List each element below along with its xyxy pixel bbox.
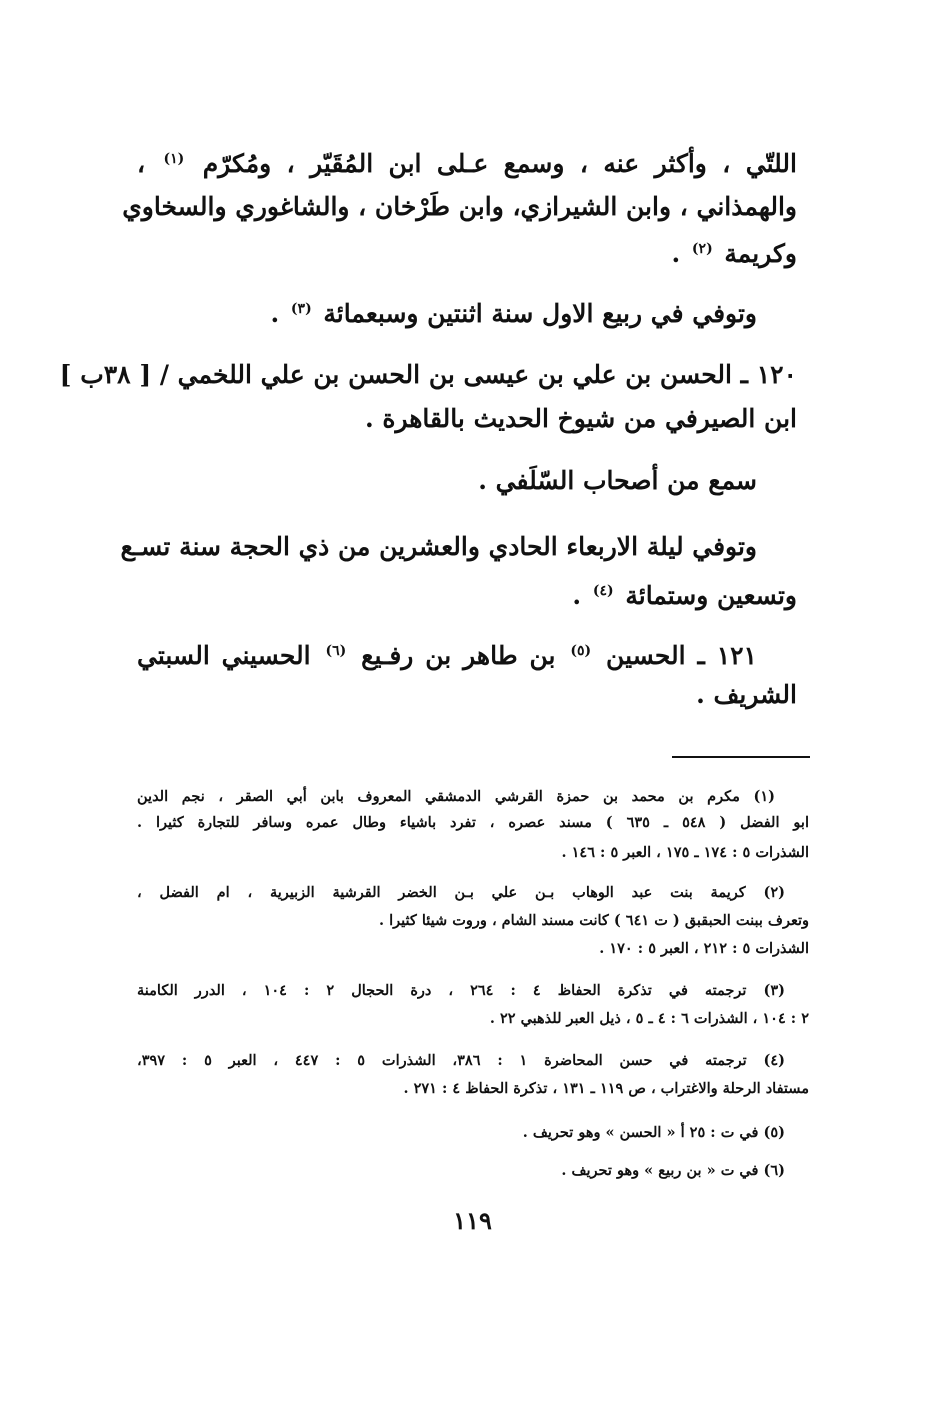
main-text-line [671, 232, 797, 271]
page-number: ١١٩ [453, 1206, 492, 1235]
punctuation: . [270, 299, 280, 328]
entry-suffix: الحسيني السبتي [137, 641, 311, 670]
footnote-line: (٢) كريمة بنت عبد الوهاب بـن علي بـن الخضر القرشية الزبيرية ، ام الفضل ، [137, 884, 785, 901]
footnote-separator [672, 756, 810, 758]
footnote-ref: (٢) [691, 241, 713, 257]
entry-heading-121 [137, 634, 757, 673]
footnote-line: (٤) ترجمته في حسن المحاضرة ١ : ٣٨٦، الشذرات ٥ : ٤٤٧ ، العبر ٥ : ٣٩٧، [137, 1052, 786, 1069]
main-text-line: ابن الصيرفي من شيوخ الحديث بالقاهرة . [364, 404, 797, 433]
footnote-line: (٦) في ت « بن ربيع » وهو تحريف . [561, 1162, 785, 1179]
punctuation: . [572, 581, 582, 610]
main-text-line [572, 574, 797, 613]
footnote-line: (٥) في ت : ٢٥ أ « الحسن » وهو تحريف . [522, 1124, 785, 1141]
main-text-line: وتوفي ليلة الاربعاء الحادي والعشرين من ذي الحجة سنة تسـع [120, 532, 757, 561]
footnote-ref: (٦) [325, 643, 347, 659]
footnote-ref: (١) [163, 151, 185, 167]
footnote-line: (٣) ترجمته في تذكرة الحفاظ ٤ : ٢٦٤ ، درة الحجال ٢ : ١٠٤ ، الدرر الكامنة [137, 982, 785, 999]
footnote-line: وتعرف ببنت الحبقبق ( ت ٦٤١ ) كانت مسند الشام ، وروت شيئا كثيرا . [379, 912, 809, 929]
footnote-line: ٢ : ١٠٤ ، الشذرات ٦ : ٤ ـ ٥ ، ذيل العبر للذهبي ٢٢ . [489, 1010, 809, 1027]
footnote-ref: (٤) [592, 583, 614, 599]
footnote-ref: (٥) [570, 643, 592, 659]
main-text-line: والهمذاني ، وابن الشيرازي، وابن طَرْخان ، والشاغوري والسخاوي [122, 192, 797, 221]
footnote-line: مستفاد الرحلة والاغتراب ، ص ١١٩ ـ ١٣١ ، تذكرة الحفاظ ٤ : ٢٧١ . [403, 1080, 809, 1097]
main-text-line [270, 292, 757, 331]
footnote-line: الشذرات ٥ : ١٧٤ ـ ١٧٥ ، العبر ٥ : ١٤٦ . [561, 844, 809, 861]
punctuation: . [671, 239, 681, 268]
main-text: وكريمة [724, 239, 797, 268]
footnote-line: الشذرات ٥ : ٢١٢ ، العبر ٥ : ١٧٠ . [599, 940, 809, 957]
footnote-line: (١) مكرم بن محمد بن حمزة القرشي الدمشقي المعروف بابن أبي الصقر ، نجم الدين [137, 788, 775, 805]
entry-name: بن طاهر بن رفـيع [361, 641, 556, 670]
footnote-line: ابو الفضل ( ٥٤٨ ـ ٦٣٥ ) مسند عصره ، تفرد باشياء وطال عمره وسافر للتجارة كثيرا . [137, 814, 809, 831]
footnote-ref: (٣) [290, 301, 312, 317]
main-text-line: سمع من أصحاب السّلَفي . [478, 466, 757, 495]
main-text: وتوفي في ربيع الاول سنة اثنتين وسبعمائة [323, 299, 757, 328]
main-text: اللتّي ، وأكثر عنه ، وسمع عـلى ابن المُقَيّر ، ومُكرّم [202, 149, 797, 178]
main-text-line [137, 142, 797, 181]
main-text-line: الشريف . [696, 680, 797, 709]
main-text: وتسعين وستمائة [625, 581, 797, 610]
entry-heading-120: ١٢٠ ـ الحسن بن علي بن عيسى بن الحسن بن علي اللخمي / [ ٣٨ب ] [59, 360, 797, 389]
entry-prefix: ١٢١ ـ الحسين [606, 641, 757, 670]
punctuation: ، [137, 149, 146, 178]
